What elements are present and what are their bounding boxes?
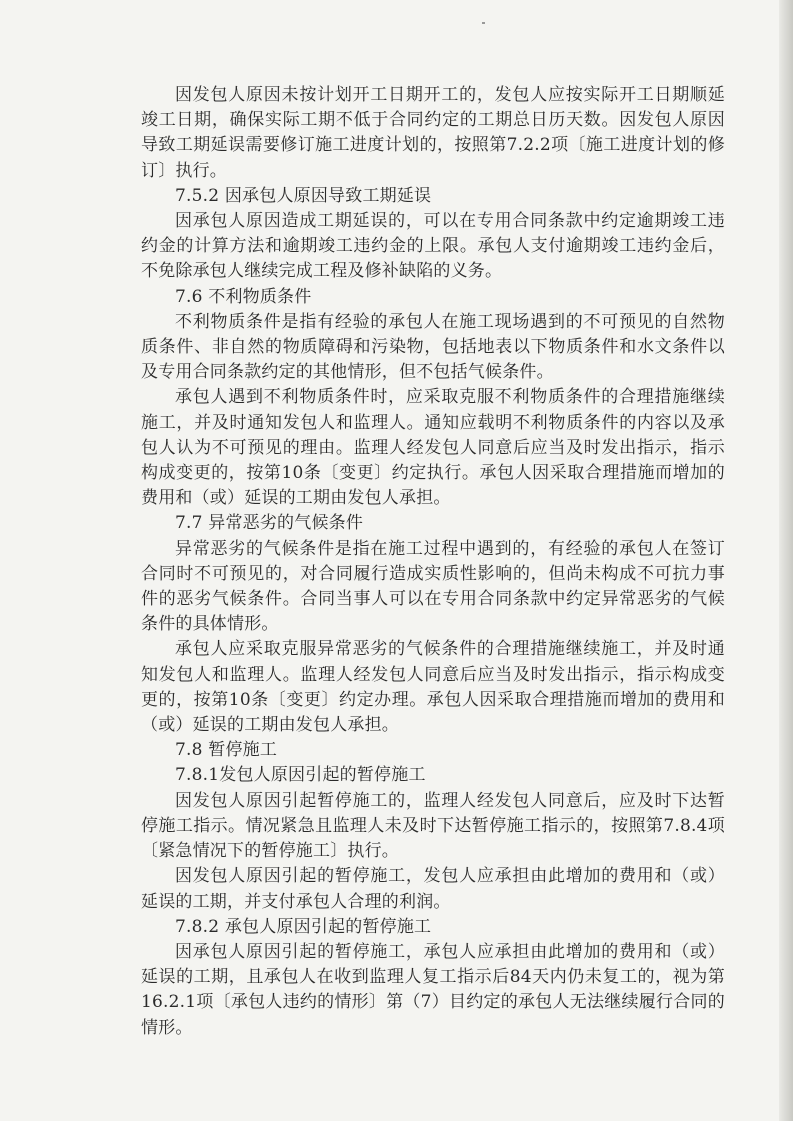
paragraph: 异常恶劣的气候条件是指在施工过程中遇到的，有经验的承包人在签订合同时不可预见的，对合同履行造成实质性影响的，但尚未构成不可抗力事件的恶劣气候条件。合同当事人可以在专用合同条款中约定异常恶劣的气候条件的具体情形。 xyxy=(141,538,725,635)
document-body xyxy=(141,83,725,1041)
paragraph: 因承包人原因造成工期延误的，可以在专用合同条款中约定逾期竣工违约金的计算方法和逾期竣工违约金的上限。承包人支付逾期竣工违约金后，不免除承包人继续完成工程及修补缺陷的义务。 xyxy=(141,211,725,282)
paragraph: 因发包人原因引起的暂停施工，发包人应承担由此增加的费用和（或）延误的工期，并支付承包人合理的利润。 xyxy=(141,866,725,912)
section-heading-7-8-2: 7.8.2 承包人原因引起的暂停施工 xyxy=(175,916,432,937)
section-heading-7-8: 7.8 暂停施工 xyxy=(175,740,278,761)
page-edge-shadow xyxy=(779,0,793,1121)
section-heading-7-8-1: 7.8.1发包人原因引起的暂停施工 xyxy=(175,765,426,786)
paragraph: 承包人遇到不利物质条件时，应采取克服不利物质条件的合理措施继续施工，并及时通知发包人和监理人。通知应载明不利物质条件的内容以及承包人认为不可预见的理由。监理人经发包人同意后应当及时发出指示，指示构成变更的，按第10条〔变更〕约定执行。承包人因采取合理措施而增加的费用和（或）延误的工期由发包人承担。 xyxy=(141,387,725,509)
section-heading-7-5-2: 7.5.2 因承包人原因导致工期延误 xyxy=(175,185,432,206)
section-heading-7-6: 7.6 不利物质条件 xyxy=(175,286,312,307)
scan-speck xyxy=(482,22,485,24)
paragraph: 不利物质条件是指有经验的承包人在施工现场遇到的不可预见的自然物质条件、非自然的物质障碍和污染物，包括地表以下物质条件和水文条件以及专用合同条款约定的其他情形，但不包括气候条件。 xyxy=(141,311,725,383)
section-heading-7-7: 7.7 异常恶劣的气候条件 xyxy=(175,513,364,534)
paragraph: 因发包人原因引起暂停施工的，监理人经发包人同意后，应及时下达暂停施工指示。情况紧急且监理人未及时下达暂停施工指示的，按照第7.8.4项〔紧急情况下的暂停施工〕执行。 xyxy=(141,790,725,862)
paragraph: 因承包人原因引起的暂停施工，承包人应承担由此增加的费用和（或）延误的工期，且承包人在收到监理人复工指示后84天内仍未复工的，视为第16.2.1项〔承包人违约的情形〕第（7）目约定的承包人无法继续履行合同的情形。 xyxy=(141,941,725,1038)
paragraph: 承包人应采取克服异常恶劣的气候条件的合理措施继续施工，并及时通知发包人和监理人。监理人经发包人同意后应当及时发出指示，指示构成变更的，按第10条〔变更〕约定办理。承包人因采取合理措施而增加的费用和（或）延误的工期由发包人承担。 xyxy=(141,639,725,736)
paragraph: 因发包人原因未按计划开工日期开工的，发包人应按实际开工日期顺延竣工日期，确保实际工期不低于合同约定的工期总日历天数。因发包人原因导致工期延误需要修订施工进度计划的，按照第7.2.2项〔施工进度计划的修订〕执行。 xyxy=(141,85,725,181)
